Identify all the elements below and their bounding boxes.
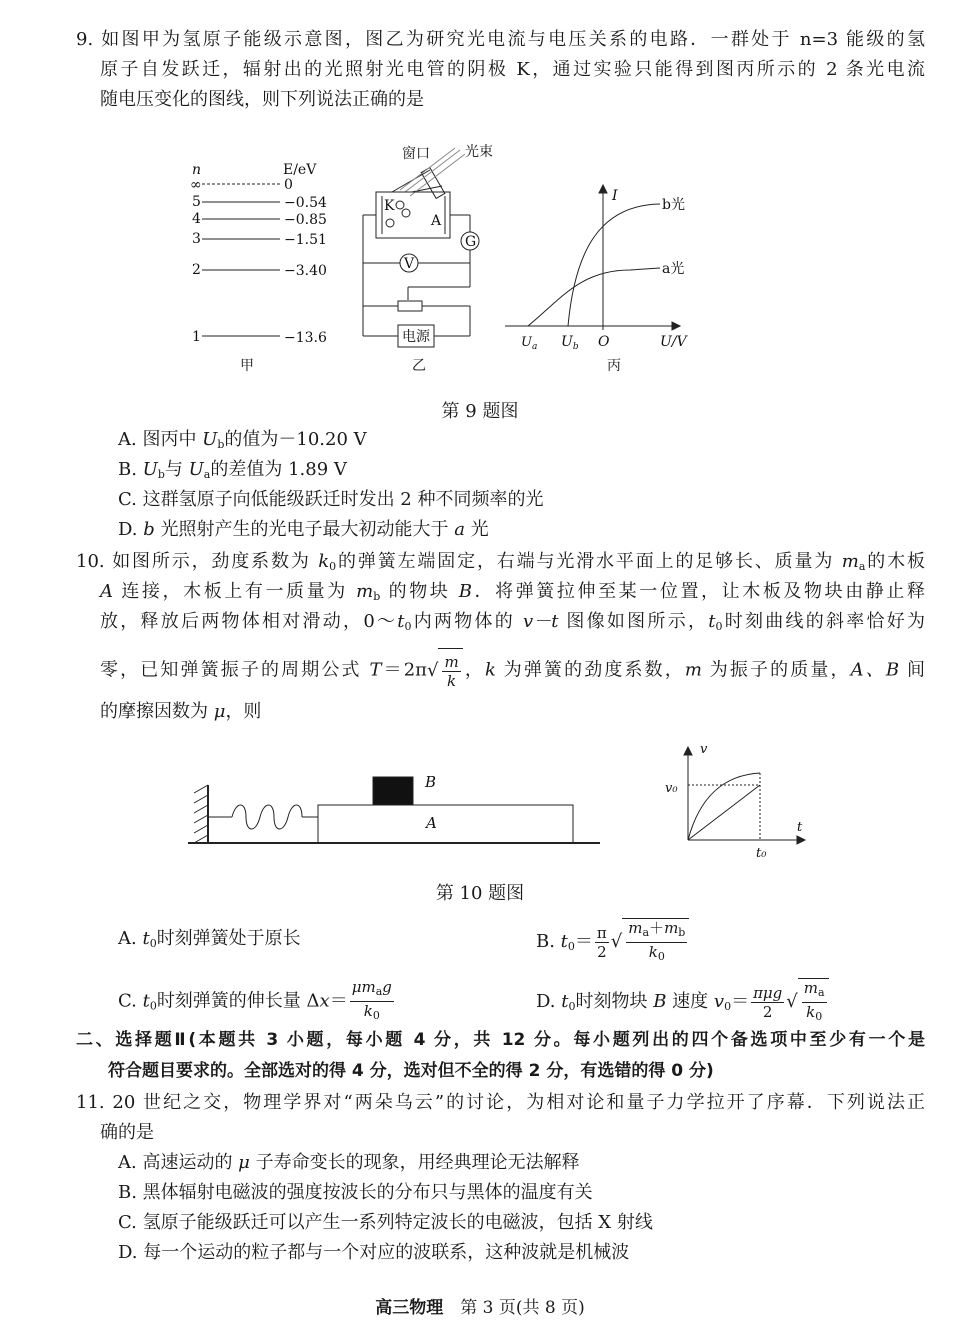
svg-text:2: 2 [192, 262, 201, 278]
svg-text:−0.85: −0.85 [284, 212, 327, 228]
svg-text:甲: 甲 [240, 358, 254, 374]
svg-text:1: 1 [192, 329, 201, 345]
svg-text:G: G [465, 234, 477, 250]
t: k [447, 671, 457, 690]
t: 图像如图所示， [558, 611, 709, 632]
t: U [188, 459, 204, 480]
t: m [444, 652, 459, 671]
q9-line: 9. 如图甲为氢原子能级示意图，图乙为研究光电流与电压关系的电路．一群处于 n=3 能级的氢 [76, 29, 925, 50]
t: 为弹簧的劲度系数， [495, 659, 685, 681]
t: B. [118, 459, 143, 480]
t: t [142, 990, 150, 1012]
t: g [382, 978, 392, 996]
svg-text:B: B [425, 773, 437, 791]
t: A [100, 581, 113, 602]
t: A. 高速运动的 [118, 1152, 239, 1173]
t: 0 [567, 940, 575, 953]
q10-option-b[interactable]: B. $t_0=$ $\frac{\pi}{2}$ √ $\frac{m_a+m_b}{k_0}$ [536, 918, 689, 962]
t: b [373, 590, 381, 603]
svg-text:E/eV: E/eV [283, 162, 317, 178]
t: t [560, 931, 568, 952]
svg-text:b光: b光 [662, 197, 685, 213]
q11-option-b[interactable]: B. 黑体辐射电磁波的强度按波长的分布只与黑体的温度有关 [118, 1182, 593, 1203]
t: a [375, 985, 383, 998]
t: ＝ [574, 931, 593, 952]
t: B [458, 581, 472, 602]
q10-figure [180, 735, 840, 865]
t: 0 [404, 620, 412, 633]
svg-text:Ua: $U_a$ [521, 335, 538, 352]
t: ＝ [731, 991, 750, 1012]
q9-option-c[interactable]: C. 这群氢原子向低能级跃迁时发出 2 种不同频率的光 [118, 489, 544, 510]
q9-figure [180, 130, 840, 390]
t: 0 [724, 1000, 732, 1013]
t: m [356, 581, 374, 602]
svg-text:A: A [426, 814, 437, 832]
t: μ [238, 1152, 250, 1173]
q10-line [100, 609, 925, 635]
q10-line [76, 549, 925, 575]
t: 0 [149, 937, 157, 950]
t: k [484, 659, 496, 681]
t: t [397, 611, 405, 632]
svg-text:n: n [192, 162, 202, 178]
section-heading: 符合题目要求的。全部选对的得 4 分，选对但不全的得 2 分，有选错的得 0 分) [108, 1061, 714, 1081]
t: k [648, 943, 658, 961]
page-footer [0, 1293, 960, 1318]
q9-line: 随电压变化的图线，则下列说法正确的是 [100, 89, 424, 110]
svg-text:乙: 乙 [412, 358, 426, 374]
t: 时刻弹簧处于原长 [156, 928, 301, 949]
t: 0 [568, 1000, 576, 1013]
t: 10. 如图所示，劲度系数为 [76, 551, 319, 572]
t: 0 [372, 1009, 380, 1022]
t: m [684, 659, 702, 681]
t: ，则 [225, 701, 262, 722]
t: 时刻弹簧的伸长量 Δ [156, 990, 320, 1012]
q10-caption: 第 10 题图 [435, 883, 525, 904]
t: 0 [329, 560, 337, 573]
footer-page-number: 第 3 页(共 8 页) [460, 1298, 585, 1318]
t: m [664, 919, 679, 937]
svg-text:v: v [700, 742, 708, 757]
t: ＝ [329, 990, 348, 1012]
svg-text:U/V: U/V [660, 334, 687, 350]
q11-option-d[interactable]: D. 每一个运动的粒子都与一个对应的波联系，这种波就是机械波 [118, 1242, 630, 1263]
q10-line [100, 648, 925, 692]
t: 内两物体的 [411, 611, 524, 632]
t: μ [213, 701, 226, 722]
svg-text:电源: 电源 [402, 329, 430, 345]
q11-option-a[interactable] [118, 1150, 580, 1176]
t: C. [118, 990, 143, 1012]
svg-text:丙: 丙 [607, 358, 621, 374]
t: 的摩擦因数为 [100, 701, 214, 722]
svg-text:t: t [797, 820, 803, 835]
t: 的物块 [380, 581, 459, 602]
iv-graph [505, 185, 689, 374]
t: b [157, 468, 165, 481]
t: μm [351, 978, 376, 996]
svg-text:v₀: v₀ [665, 781, 678, 796]
q10-option-a[interactable] [118, 926, 301, 952]
svg-text:∞: ∞ [190, 177, 202, 193]
t: 间 [899, 659, 925, 681]
svg-text:−0.54: −0.54 [284, 195, 327, 211]
t: 与 [164, 459, 189, 480]
t: a [203, 468, 211, 481]
t: ， [462, 659, 485, 681]
t: 放，释放后两物体相对滑动，0～ [100, 611, 398, 632]
q10-line [100, 579, 925, 605]
t: πμg [753, 983, 783, 1002]
t: t [142, 928, 150, 949]
t: 的木板 [865, 551, 925, 572]
t: T [369, 659, 382, 681]
t: U [142, 459, 158, 480]
t: m [803, 979, 818, 997]
section-heading: 二、选择题Ⅱ(本题共 3 小题，每小题 4 分，共 12 分。每小题列出的四个备选项中至少有一个是 [76, 1030, 925, 1050]
svg-text:−3.40: −3.40 [284, 263, 327, 279]
t: 为振子的质量， [701, 659, 851, 681]
t: v [713, 991, 725, 1012]
t: B. [536, 931, 561, 952]
q9-option-d[interactable] [118, 517, 489, 543]
t: D. [118, 519, 144, 540]
svg-text:3: 3 [192, 231, 201, 247]
t: 2 [597, 942, 607, 961]
t: ．将弹簧拉伸至某一位置，让木板及物块由静止释 [471, 581, 925, 602]
svg-text:光束: 光束 [465, 144, 493, 160]
t: k [363, 1002, 373, 1020]
spring-icon [232, 805, 302, 829]
t: 2 [762, 1002, 773, 1021]
q11-line: 确的是 [100, 1122, 154, 1143]
t: A、B [850, 659, 900, 681]
t: 0 [715, 620, 723, 633]
t: b [143, 519, 155, 540]
svg-text:−1.51: −1.51 [284, 232, 327, 248]
svg-text:−13.6: −13.6 [284, 330, 327, 346]
q10-option-c[interactable] [118, 978, 396, 1022]
t: 子寿命变长的现象，用经典理论无法解释 [249, 1152, 580, 1173]
t: 的弹簧左端固定，右端与光滑水平面上的足够长、质量为 [336, 551, 842, 572]
energy-level-diagram [190, 162, 327, 374]
svg-text:K: K [384, 198, 395, 214]
t: x [319, 990, 330, 1012]
svg-text:a光: a光 [662, 261, 685, 277]
svg-text:窗口: 窗口 [402, 146, 430, 162]
svg-text:A: A [431, 213, 442, 229]
t: 0 [149, 999, 157, 1013]
q11-option-c[interactable]: C. 氢原子能级跃迁可以产生一系列特定波长的电磁波，包括 X 射线 [118, 1212, 653, 1233]
svg-text:I: I [612, 188, 618, 204]
t: b [678, 926, 686, 939]
q10-option-d[interactable]: D. $t_0$时刻物块 B 速度 $v_0=$ $\frac{\text{πμg}}{2}$ √ $\frac{m_a}{k_0}$ [536, 978, 829, 1022]
t: a [454, 519, 465, 540]
svg-text:t₀: t₀ [756, 846, 767, 861]
t: B [653, 991, 667, 1012]
t: k [318, 551, 330, 572]
t: 速度 [666, 991, 714, 1012]
t: D. [536, 991, 562, 1012]
svg-text:V: V [404, 256, 415, 272]
t: 0 [815, 1010, 823, 1023]
t: m [841, 551, 859, 572]
t: 的差值为 1.89 V [210, 459, 347, 480]
t: 的值为－10.20 V [224, 429, 367, 450]
svg-text:5: 5 [192, 194, 201, 210]
svg-text:Ub: $U_b$ [561, 334, 579, 352]
t: 光照射产生的光电子最大初动能大于 [154, 519, 455, 540]
spring-block-diagram [188, 773, 600, 843]
t: a [818, 986, 825, 999]
t: a [858, 560, 866, 573]
q9-caption: 第 9 题图 [441, 401, 519, 422]
q11-line: 11. 20 世纪之交，物理学界对“两朵乌云”的讨论，为相对论和量子力学拉开了序幕．下列说法正 [76, 1092, 925, 1113]
t: ＋ [649, 919, 665, 937]
t: t [561, 991, 569, 1012]
t: 0 [657, 950, 665, 963]
t: v－t [523, 611, 559, 632]
q9-option-a[interactable] [118, 427, 367, 453]
t: A. 图丙中 [118, 429, 203, 450]
q10-line [100, 699, 925, 725]
sqrt-sign: √ [427, 659, 439, 681]
t: a [642, 926, 650, 939]
circuit-diagram [363, 143, 493, 374]
t: m [628, 919, 643, 937]
t: 零，已知弹簧振子的周期公式 [100, 659, 370, 681]
t: 时刻曲线的斜率恰好为 [722, 611, 925, 632]
t: b [217, 438, 225, 451]
t: 连接，木板上有一质量为 [113, 581, 357, 602]
t: ＝2π [381, 659, 427, 681]
t: 时刻物块 [575, 991, 654, 1012]
svg-text:4: 4 [192, 211, 201, 227]
t: k [806, 1003, 816, 1021]
t: π [596, 923, 607, 942]
svg-text:O: O [598, 334, 610, 350]
q9-option-b[interactable] [118, 457, 347, 483]
v-t-graph [665, 742, 805, 861]
t: 光 [464, 519, 489, 540]
t: t [708, 611, 716, 632]
q9-line: 原子自发跃迁，辐射出的光照射光电管的阴极 K，通过实验只能得到图丙所示的 2 条光电流 [100, 59, 925, 80]
t: A. [118, 928, 143, 949]
t: U [202, 429, 218, 450]
footer-subject: 高三物理 [375, 1298, 444, 1318]
svg-text:0: 0 [284, 177, 293, 193]
